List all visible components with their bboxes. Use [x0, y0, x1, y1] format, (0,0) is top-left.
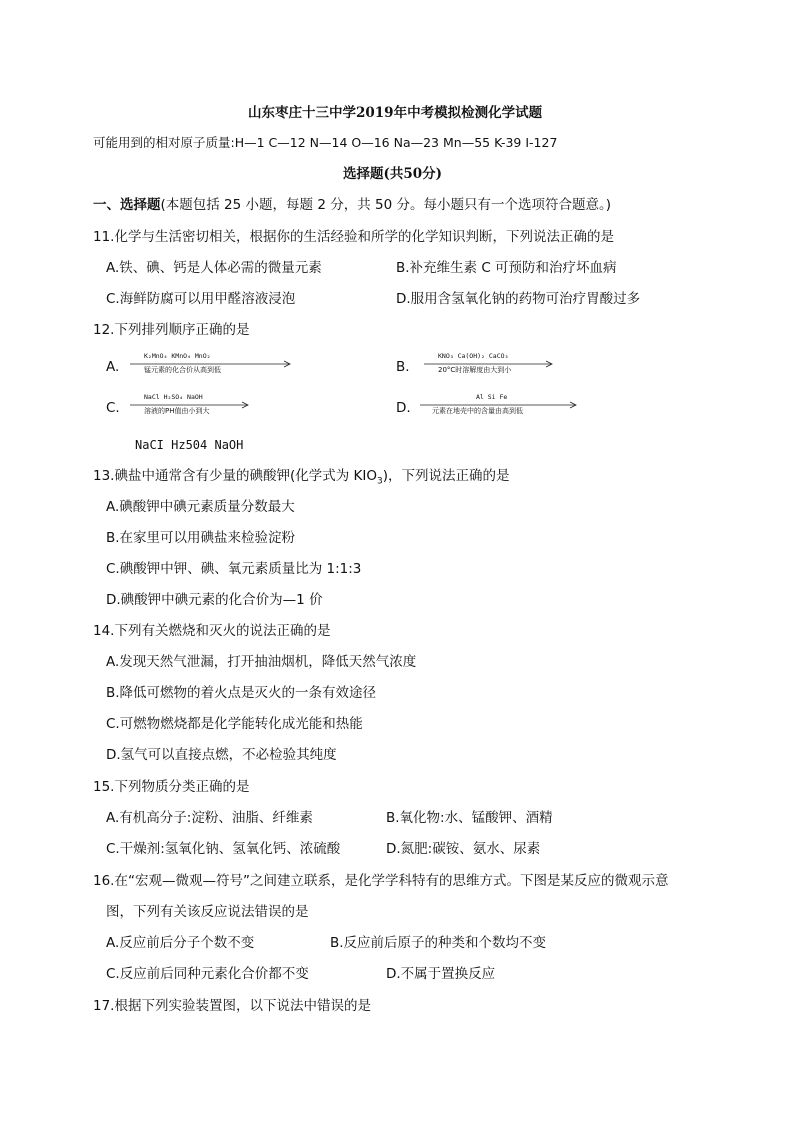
q16-option-a: A.反应前后分子个数不变 [106, 935, 255, 951]
q12-d-caption: 元素在地壳中的含量由高到低 [432, 407, 523, 415]
part-heading-rest: (本题包括 25 小题，每题 2 分，共 50 分。每小题只有一个选项符合题意。) [160, 197, 611, 213]
q11-stem: 11.化学与生活密切相关，根据你的生活经验和所学的化学知识判断，下列说法正确的是 [93, 229, 614, 245]
section-title: 选择题(共50分) [343, 166, 443, 182]
q11-option-c: C.海鲜防腐可以用甲醛溶液浸泡 [106, 291, 296, 307]
q13-option-b: B.在家里可以用碘盐来检验淀粉 [106, 530, 296, 546]
q12-option-d-label: D. [396, 400, 411, 416]
q17-stem: 17.根据下列实验装置图，以下说法中错误的是 [93, 998, 371, 1014]
q12-stem: 12.下列排列顺序正确的是 [93, 322, 250, 338]
q15-stem: 15.下列物质分类正确的是 [93, 779, 250, 795]
q14-option-b: B.降低可燃物的着火点是灭火的一条有效途径 [106, 685, 377, 701]
part-heading [93, 196, 611, 214]
q13-stem-pre: 13.碘盐中通常含有少量的碘酸钾(化学式为 KIO [93, 468, 377, 484]
q12-option-c-label: C. [106, 400, 120, 416]
q12-option-d-diagram [410, 393, 580, 417]
q12-b-caption: 20°C时溶解度由大到小 [438, 366, 512, 374]
q16-stem-line1: 16.在“宏观—微观—符号”之间建立联系，是化学学科特有的思维方式。下图是某反应的微观示意 [93, 873, 669, 889]
q15-option-b: B.氧化物:水、锰酸钾、酒精 [386, 810, 553, 826]
q12-extra-formulas: NaCI Hz504 NaOH [135, 438, 244, 452]
part-heading-bold: 选择题 [120, 197, 161, 213]
q13-option-a: A.碘酸钾中碘元素质量分数最大 [106, 499, 295, 515]
q16-option-b: B.反应前后原子的种类和个数均不变 [330, 935, 547, 951]
q13-option-d: D.碘酸钾中碘元素的化合价为—1 价 [106, 592, 323, 608]
q13-stem-post: )，下列说法正确的是 [382, 468, 510, 484]
q16-stem-line2: 图，下列有关该反应说法错误的是 [106, 904, 309, 920]
q16-option-d: D.不属于置换反应 [386, 966, 496, 982]
q12-option-a-diagram [130, 352, 300, 376]
q12-c-caption: 溶液的PH值由小到大 [144, 407, 210, 415]
page-title: 山东枣庄十三中学2019年中考模拟检测化学试题 [248, 105, 543, 121]
q12-option-c-diagram [130, 393, 300, 417]
q12-d-formulas: Al Si Fe [476, 393, 508, 401]
q12-option-b-label: B. [396, 359, 410, 375]
q12-a-caption: 锰元素的化合价从高到低 [144, 366, 221, 374]
q13-stem-sub: 3 [377, 476, 383, 487]
q11-option-b: B.补充维生素 C 可预防和治疗坏血病 [396, 260, 617, 276]
atomic-masses: 可能用到的相对原子质量:H—1 C—12 N—14 O—16 Na—23 Mn—55 K-39 I-127 [93, 135, 558, 150]
q12-option-b-diagram [424, 352, 594, 376]
q15-option-c: C.干燥剂:氢氧化钠、氢氧化钙、浓硫酸 [106, 841, 341, 857]
q11-option-a: A.铁、碘、钙是人体必需的微量元素 [106, 260, 322, 276]
q12-c-formulas: NaCl H₂SO₄ NaOH [144, 393, 203, 401]
q12-b-formulas: KNO₃ Ca(OH)₂ CaCO₃ [438, 352, 509, 360]
q14-option-c: C.可燃物燃烧都是化学能转化成光能和热能 [106, 716, 363, 732]
q11-option-d: D.服用含氢氧化钠的药物可治疗胃酸过多 [396, 291, 641, 307]
q14-option-a: A.发现天然气泄漏，打开抽油烟机，降低天然气浓度 [106, 654, 417, 670]
q12-option-a-label: A. [106, 359, 120, 375]
q16-option-c: C.反应前后同种元素化合价都不变 [106, 966, 309, 982]
q13-stem [93, 467, 510, 491]
q15-option-a: A.有机高分子:淀粉、油脂、纤维素 [106, 810, 313, 826]
q12-a-formulas: K₂MnO₄ KMnO₄ MnO₂ [144, 352, 211, 360]
q14-stem: 14.下列有关燃烧和灭火的说法正确的是 [93, 623, 331, 639]
q14-option-d: D.氢气可以直接点燃，不必检验其纯度 [106, 747, 337, 763]
part-heading-prefix: 一、 [93, 197, 120, 213]
q13-option-c: C.碘酸钾中钾、碘、氧元素质量比为 1:1:3 [106, 561, 362, 577]
q15-option-d: D.氮肥:碳铵、氨水、尿素 [386, 841, 541, 857]
